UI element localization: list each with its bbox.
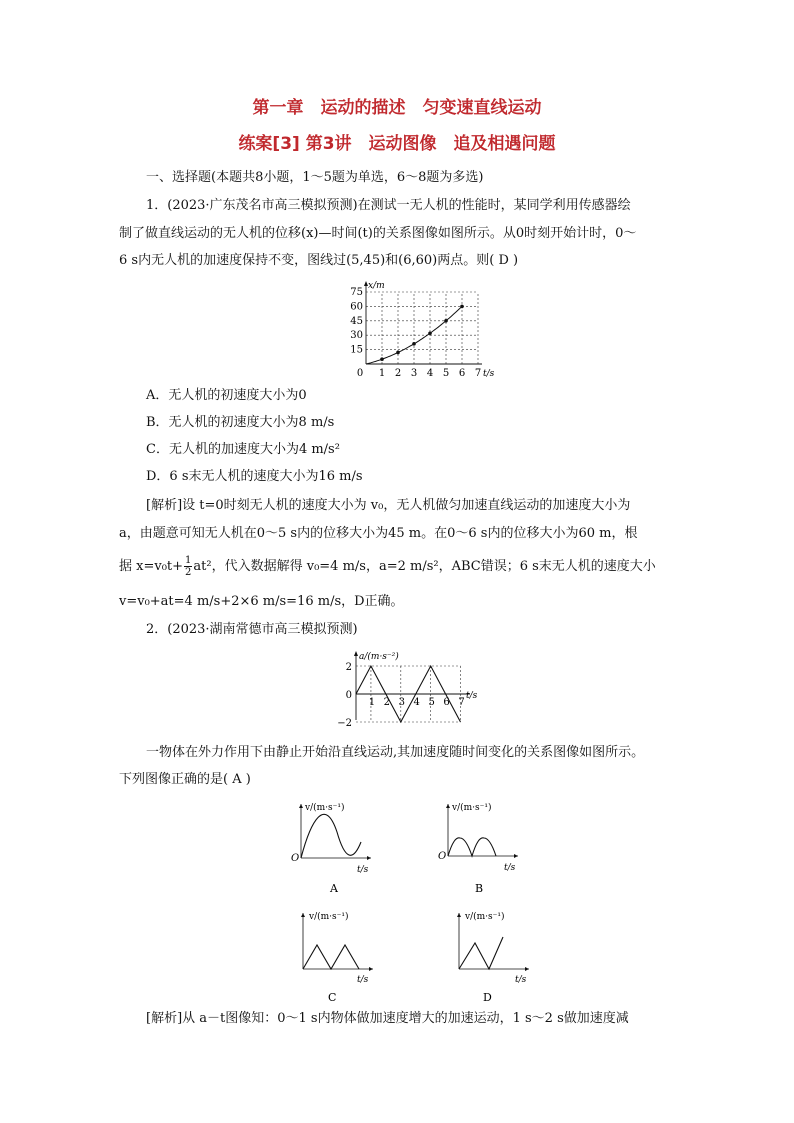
q1-xt-graph: [340, 280, 495, 380]
velocity-curve: [448, 838, 496, 856]
x-tick-label: 6: [443, 697, 450, 708]
x-tick-label: 7: [474, 368, 482, 379]
y-arrow: [446, 804, 450, 808]
frac-denominator: 2: [185, 567, 192, 578]
q2-source: 2．(2023·湖南常德市高三模拟预测): [146, 622, 358, 637]
y-tick-label: 60: [350, 301, 363, 313]
q1-analysis-line3: [119, 555, 656, 578]
q1-option-c[interactable]: C．无人机的加速度大小为4 m/s²: [146, 442, 340, 457]
option-letter: B: [475, 882, 484, 895]
q1-stem-line1: 1．(2023·广东茂名市高三模拟预测)在测试一无人机的性能时，某同学利用传感器绘: [146, 198, 631, 213]
y-tick-label: 0: [345, 690, 352, 701]
q2-option-b-graph[interactable]: [430, 798, 530, 896]
data-point: [396, 351, 400, 355]
option-letter: D: [483, 991, 492, 1004]
q2-at-graph: [330, 648, 480, 738]
option-ylabel: v/(m·s⁻¹): [309, 912, 349, 922]
option-origin: O: [291, 853, 300, 864]
data-point: [412, 342, 416, 346]
data-point: [444, 319, 448, 323]
q1-option-b[interactable]: B．无人机的初速度大小为8 m/s: [146, 415, 335, 430]
velocity-curve: [303, 945, 359, 969]
x-tick-label: 7: [458, 697, 465, 708]
y-tick-label: 30: [350, 330, 363, 342]
option-xlabel: t/s: [504, 863, 516, 873]
y-arrow: [299, 804, 303, 808]
q1-option-a[interactable]: A．无人机的初速度大小为0: [146, 388, 307, 403]
x-tick-label: 2: [383, 697, 391, 708]
y-arrow: [301, 913, 305, 917]
q2-analysis-line1: [解析]从 a－t图像知：0～1 s内物体做加速度增大的加速运动，1 s～2 s做加速度减: [146, 1011, 629, 1026]
x-tick-label: 1: [368, 697, 376, 708]
x-tick-label: 5: [428, 697, 435, 708]
data-point: [380, 357, 384, 361]
frac-numerator: 1: [185, 555, 192, 566]
x-tick-label: 6: [458, 368, 466, 379]
velocity-curve: [459, 937, 503, 969]
q2-option-c-graph[interactable]: [285, 907, 385, 1005]
section-intro: 一、选择题(本题共8小题，1～5题为单选，6～8题为多选): [146, 170, 484, 185]
x-tick-label: 0: [356, 368, 364, 379]
y-arrow: [457, 913, 461, 917]
option-origin: O: [438, 851, 447, 862]
q2-stem-line1: 一物体在外力作用下由静止开始沿直线运动,其加速度随时间变化的关系图像如图所示。: [146, 745, 645, 760]
x-tick-label: 3: [398, 697, 405, 708]
q1-stem-line3: 6 s内无人机的加速度保持不变，图线过(5,45)和(6,60)两点。则( D ): [119, 253, 519, 268]
q2-option-a-graph[interactable]: [285, 798, 385, 896]
chapter-title: 第一章 运动的描述 匀变速直线运动: [252, 98, 542, 118]
option-xlabel: t/s: [357, 865, 369, 875]
x-arrow: [514, 854, 518, 858]
option-xlabel: t/s: [515, 975, 527, 985]
x-tick-label: 4: [426, 368, 434, 379]
option-letter: C: [328, 991, 337, 1004]
x-tick-label: 5: [442, 368, 450, 379]
q2-option-d-graph[interactable]: [445, 907, 545, 1005]
data-point: [460, 305, 464, 309]
option-letter: A: [330, 882, 338, 895]
x-tick-label: 1: [378, 368, 386, 379]
option-ylabel: v/(m·s⁻¹): [465, 912, 505, 922]
y-axis-label: x/m: [368, 281, 385, 291]
y-tick-label: −2: [337, 718, 352, 729]
q1-formula-fraction: [184, 555, 192, 578]
y-tick-label: 75: [350, 287, 363, 298]
data-point: [428, 331, 432, 335]
x-tick-label: 2: [394, 368, 402, 379]
y-tick-label: 2: [345, 662, 352, 673]
y-tick-label: 45: [350, 315, 363, 327]
q1-analysis-line1: [解析]设 t=0时刻无人机的速度大小为 v₀，无人机做匀加速直线运动的加速度大小为: [146, 498, 631, 513]
y-tick-label: 15: [350, 344, 363, 356]
lesson-title: 练案[3] 第3讲 运动图像 追及相遇问题: [238, 134, 556, 154]
x-tick-label: 4: [413, 697, 420, 708]
velocity-curve: [301, 814, 361, 858]
y-axis-label: a/(m·s⁻²): [359, 652, 399, 662]
q1-option-d[interactable]: D．6 s末无人机的速度大小为16 m/s: [146, 469, 363, 484]
q1-analysis-line2: a，由题意可知无人机在0～5 s内的位移大小为45 m。在0～6 s内的位移大小为60 m，根: [119, 526, 638, 541]
q1-analysis-line4: v=v₀+at=4 m/s+2×6 m/s=16 m/s，D正确。: [119, 594, 404, 609]
option-xlabel: t/s: [357, 975, 369, 985]
option-ylabel: v/(m·s⁻¹): [305, 803, 345, 813]
q1-formula-post: at²，代入数据解得 v₀=4 m/s，a=2 m/s²，ABC错误；6 s末无人机的速度大小: [193, 559, 656, 574]
x-tick-label: 3: [410, 368, 418, 379]
x-arrow: [367, 856, 371, 860]
q2-stem-line2: 下列图像正确的是( A ): [119, 772, 251, 787]
y-axis-arrow: [354, 651, 358, 656]
x-axis-label: t/s: [466, 691, 478, 701]
x-arrow: [369, 967, 373, 971]
q1-stem-line2: 制了做直线运动的无人机的位移(x)—时间(t)的关系图像如图所示。从0时刻开始计时，0～: [119, 226, 637, 241]
q1-formula-pre: 据 x=v₀t+: [119, 559, 184, 574]
x-arrow: [525, 967, 529, 971]
option-ylabel: v/(m·s⁻¹): [452, 803, 492, 813]
x-axis-label: t/s: [483, 369, 495, 379]
